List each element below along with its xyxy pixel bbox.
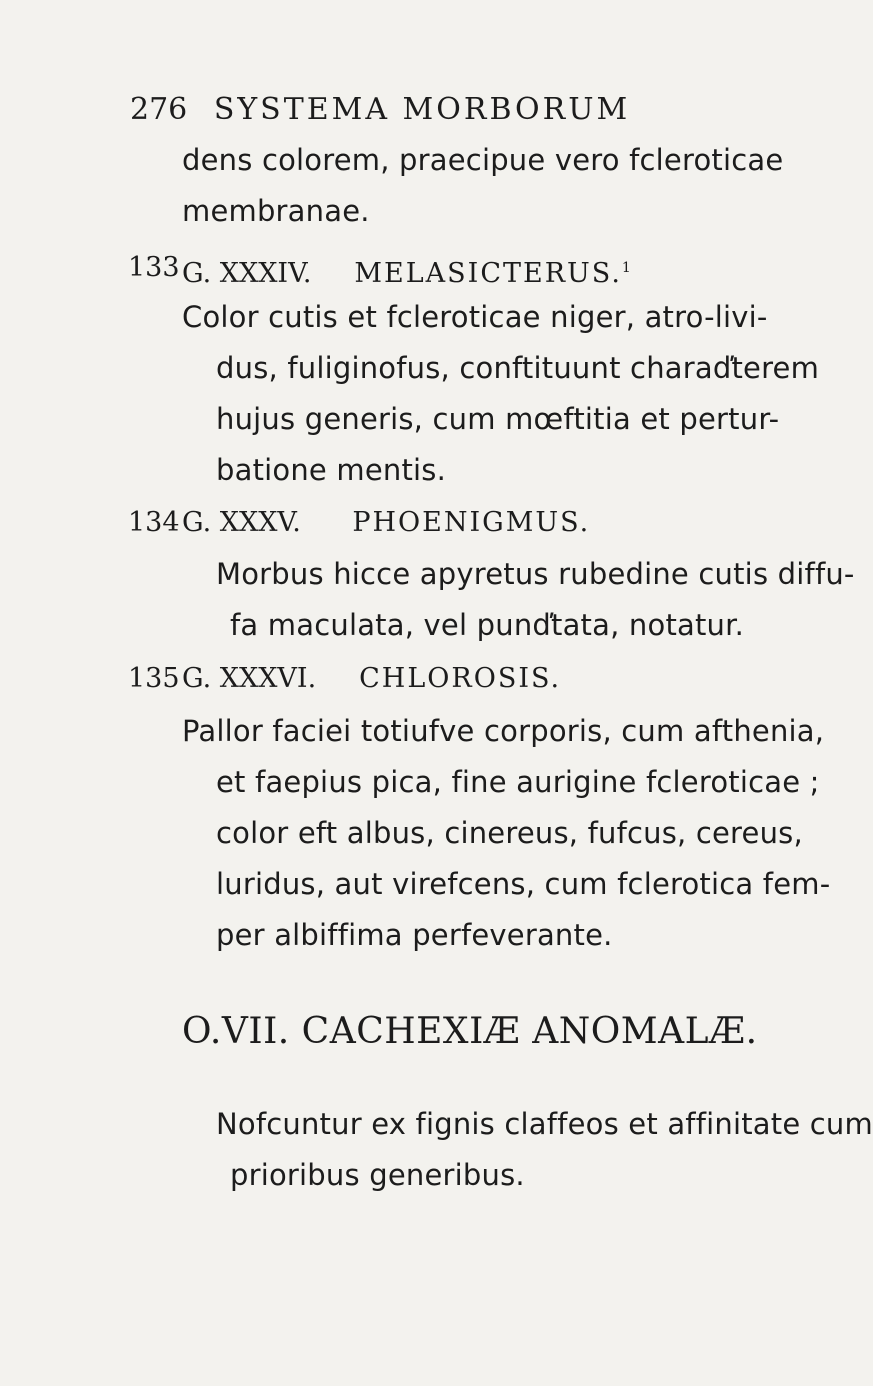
text-line: Color cutis et fcleroticae niger, atro-livi- [182,300,768,334]
genus-heading [182,662,561,696]
text-line: Nofcuntur ex fignis claffeos et affinitate cum [216,1107,873,1141]
text-line: fa maculata, vel punďtata, notatur. [230,608,745,642]
footnote-mark: 1 [621,260,631,276]
running-title: SYSTEMA MORBORUM [213,92,631,127]
text-line: dus, fuliginofus, conftituunt charaďterem [216,351,820,385]
genus-label: G. XXXIV. [182,258,312,289]
running-header [130,92,630,127]
genus-name: PHOENIGMUS. [352,507,591,538]
text-line: Morbus hicce apyretus rubedine cutis diffu- [216,557,855,591]
entry-number: 133 [128,252,180,283]
text-line: per albiffima perfeverante. [216,918,613,952]
text-line: hujus generis, cum mœftitia et pertur- [216,402,780,436]
entry-number: 134 [128,507,180,538]
genus-label: G. XXXVI. [182,663,317,694]
entry-number: 135 [128,663,180,694]
text-line: et faepius pica, fine aurigine fcleroticae ; [216,765,820,799]
section-heading: O.VII. CACHEXIÆ ANOMALÆ. [182,1011,758,1052]
genus-name: CHLOROSIS. [359,663,562,694]
text-line: membranae. [182,194,370,228]
text-line: batione mentis. [216,453,447,487]
text-line: Pallor faciei totiufve corporis, cum afthenia, [182,714,825,748]
text-line: luridus, aut virefcens, cum fclerotica fem- [216,867,831,901]
text-line: prioribus generibus. [230,1158,525,1192]
genus-label: G. XXXV. [182,507,301,538]
genus-heading [182,251,631,291]
genus-heading [182,506,590,540]
genus-name: MELASICTERUS. [354,258,622,289]
text-line: color eft albus, cinereus, fufcus, cereus, [216,816,803,850]
page-number: 276 [130,92,188,127]
text-line: dens colorem, praecipue vero fcleroticae [182,143,784,177]
